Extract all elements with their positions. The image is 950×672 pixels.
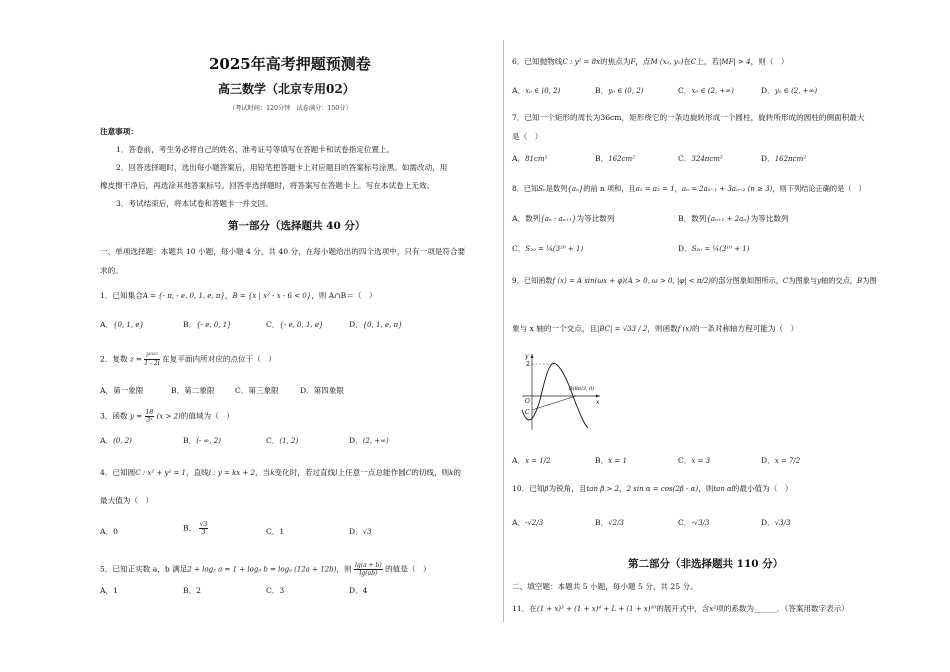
q9-option-d[interactable]: D．x = 7/2 [761, 456, 801, 465]
q10-option-a[interactable]: A．-√2/3 [512, 518, 544, 527]
q2-option-d[interactable]: D．第四象限 [300, 386, 345, 395]
q3-option-d[interactable]: D．(2, +∞) [349, 436, 389, 445]
q1-stem: 1．已知集合A = {- π, - e, 0, 1, e, π}，B = {x | x² - x - 6 < 0}，则 A∩B＝（ ） [100, 291, 377, 300]
q9-stem: 9．已知函数f (x) = A sin(ωx + φ)(A > 0, ω > 0, |φ| < π/2)的部分图象如图所示，C为图象与y轴的交点，B为图 [512, 276, 877, 285]
q5-stem: 5．已知正实数 a，b 满足2 + log₂ a = 1 + log₃ b = log₆ (12a + 12b)，则 $\frac{\lg(a + b)}{\lg(ab)}$ 的值是（ ） [100, 562, 431, 577]
notes-title: 注意事项： [100, 127, 138, 136]
section1-line2: 求的。 [100, 266, 123, 275]
exam-info: （考试时间：120分钟 试卷满分：150分） [229, 105, 352, 112]
q8-option-b[interactable]: B．数列{aₙ₊₁ + 2aₙ}为等比数列 [678, 214, 789, 223]
q6-option-a[interactable]: A．x₀ ∈ (0, 2) [512, 86, 561, 95]
q6-option-d[interactable]: D．y₀ ∈ (2, +∞) [761, 86, 818, 95]
q7-stem-cont: 是（ ） [512, 132, 543, 141]
q8-option-a[interactable]: A．数列{aₙ - aₙ₊₁}为等比数列 [512, 214, 615, 223]
column-divider [503, 40, 504, 622]
graph-label-b: B(8π/3, 0) [569, 386, 595, 392]
q9-function-graph [520, 352, 602, 432]
part1-title: 第一部分（选择题共 40 分） [228, 220, 366, 232]
q9-option-b[interactable]: B．x = 1 [595, 456, 627, 465]
graph-label-2: 2 [526, 361, 530, 368]
note-2-cont: 橡皮擦干净后，再选涂其他答案标号。回答非选择题时，将答案写在答题卡上。写在本试卷上无效。 [100, 181, 435, 190]
q11-stem: 11．在(1 + x)³ + (1 + x)⁴ + L + (1 + x)¹⁰的展开式中，含x²项的系数为______．（答案用数字表示） [512, 604, 850, 613]
q1-option-d[interactable]: D．{0, 1, e, π} [349, 320, 403, 329]
q5-option-a[interactable]: A．1 [100, 586, 118, 595]
graph-y-arrow [531, 354, 534, 358]
note-3: 3．考试结束后，将本试卷和答题卡一并交回。 [116, 199, 273, 208]
graph-label-o: O [525, 398, 530, 405]
q7-stem: 7．已知一个矩形的周长为36cm，矩形绕它的一条边旋转形成一个圆柱，旋转所形成的圆柱的侧面积最大 [512, 113, 865, 122]
q3-stem: 3．函数 y = $\frac{18}{\text{3ˣ}}$ (x > 2)的值域为（ ） [100, 409, 234, 424]
graph-label-x: x [596, 399, 600, 406]
q10-option-d[interactable]: D．√3/3 [761, 518, 791, 527]
q4-stem: 4．已知圆C : x² + y² = 1，直线l : y = kx + 2，当k变化时，若过直线l上任意一点总能作圆C的切线，则k的 [100, 468, 461, 477]
q6-option-b[interactable]: B．y₀ ∈ (0, 2) [595, 86, 644, 95]
q4-option-b[interactable]: B． $\frac{√3}{3}$ [183, 521, 208, 536]
section1-line1: 一、单项选择题：本题共 10 小题，每小题 4 分，共 40 分，在每小题给出的四个选项中，只有一项是符合要 [100, 247, 466, 256]
q2-option-a[interactable]: A．第一象限 [100, 386, 144, 395]
graph-label-y: y [525, 353, 529, 360]
q9-option-c[interactable]: C．x = 3 [678, 456, 711, 465]
q9-stem-cont: 象与 x 轴的一个交点，且|BC| = √33 / 2，则函数f (x)的一条对称轴方程可能为（ ） [512, 324, 799, 333]
q9-option-a[interactable]: A．x = 1/2 [512, 456, 551, 465]
q8-option-d[interactable]: D．S₂₀ = ¼(3¹⁰ + 1) [678, 244, 750, 253]
q2-option-c[interactable]: C．第三象限 [235, 386, 279, 395]
q2-stem: 2．复数 z = $\frac{\text{i²⁰²⁵}}{1 - 2i}$ 在复平面内所对应的点位于（ ） [100, 352, 276, 367]
exam-title: 2025年高考押题预测卷 [209, 55, 371, 73]
q8-stem: 8．已知Sₙ是数列{aₙ}的前 n 项和，且a₁ = a₂ = 1，aₙ = 2aₙ₋₁ + 3aₙ₋₂ (n ≥ 3)，则下列结论正确的是（ ） [512, 184, 866, 193]
q3-option-a[interactable]: A．(0, 2) [100, 436, 132, 445]
q6-option-c[interactable]: C．x₀ ∈ (2, +∞) [678, 86, 734, 95]
q7-option-b[interactable]: B．162cm² [595, 154, 635, 163]
q1-option-a[interactable]: A．{0, 1, e} [100, 320, 144, 329]
q5-option-d[interactable]: D．4 [349, 586, 368, 595]
q3-option-c[interactable]: C．(1, 2) [266, 436, 299, 445]
q1-option-c[interactable]: C．{- e, 0, 1, e} [266, 320, 324, 329]
q7-option-d[interactable]: D．162πcm² [761, 154, 807, 163]
q7-option-a[interactable]: A．81cm² [512, 154, 548, 163]
q4-option-d[interactable]: D．√3 [349, 527, 372, 536]
note-2: 2．回答选择题时，选出每小题答案后，用铅笔把答题卡上对应题目的答案标号涂黑。如需改动，用 [116, 163, 448, 172]
part2-title: 第二部分（非选择题共 110 分） [628, 558, 784, 570]
q5-option-b[interactable]: B．2 [183, 586, 202, 595]
q1-option-b[interactable]: B．{- e, 0, 1} [183, 320, 232, 329]
graph-x-arrow [596, 395, 600, 398]
q8-option-c[interactable]: C．S₂₀ = ¼(3²⁰ + 1) [512, 244, 584, 253]
q3-option-b[interactable]: B．(- ∞, 2) [183, 436, 221, 445]
q10-option-c[interactable]: C．-√3/3 [678, 518, 710, 527]
q10-stem: 10．已知β为锐角，且tan β > 2，2 sin α = cos(2β - α)，则tan α的最小值为（ ） [512, 484, 793, 493]
exam-subtitle: 高三数学（北京专用02） [218, 82, 355, 96]
graph-label-c: C [525, 409, 530, 416]
q7-option-c[interactable]: C．324πcm² [678, 154, 723, 163]
q6-stem: 6．已知抛物线C : y² = 8x的焦点为F，点M (x₀, y₀)在C上，若|MF| > 4，则（ ） [512, 57, 789, 66]
q4-stem-cont: 最大值为（ ） [100, 496, 154, 505]
q5-option-c[interactable]: C．3 [266, 586, 285, 595]
note-1: 1．答卷前，考生务必将自己的姓名、准考证号等填写在答题卡和试卷指定位置上。 [116, 145, 395, 154]
q4-option-c[interactable]: C．1 [266, 527, 285, 536]
q4-option-a[interactable]: A．0 [100, 527, 118, 536]
section2-line: 二、填空题：本题共 5 小题，每小题 5 分，共 25 分。 [512, 582, 698, 591]
q10-option-b[interactable]: B．√2/3 [595, 518, 624, 527]
q2-option-b[interactable]: B．第二象限 [171, 386, 215, 395]
